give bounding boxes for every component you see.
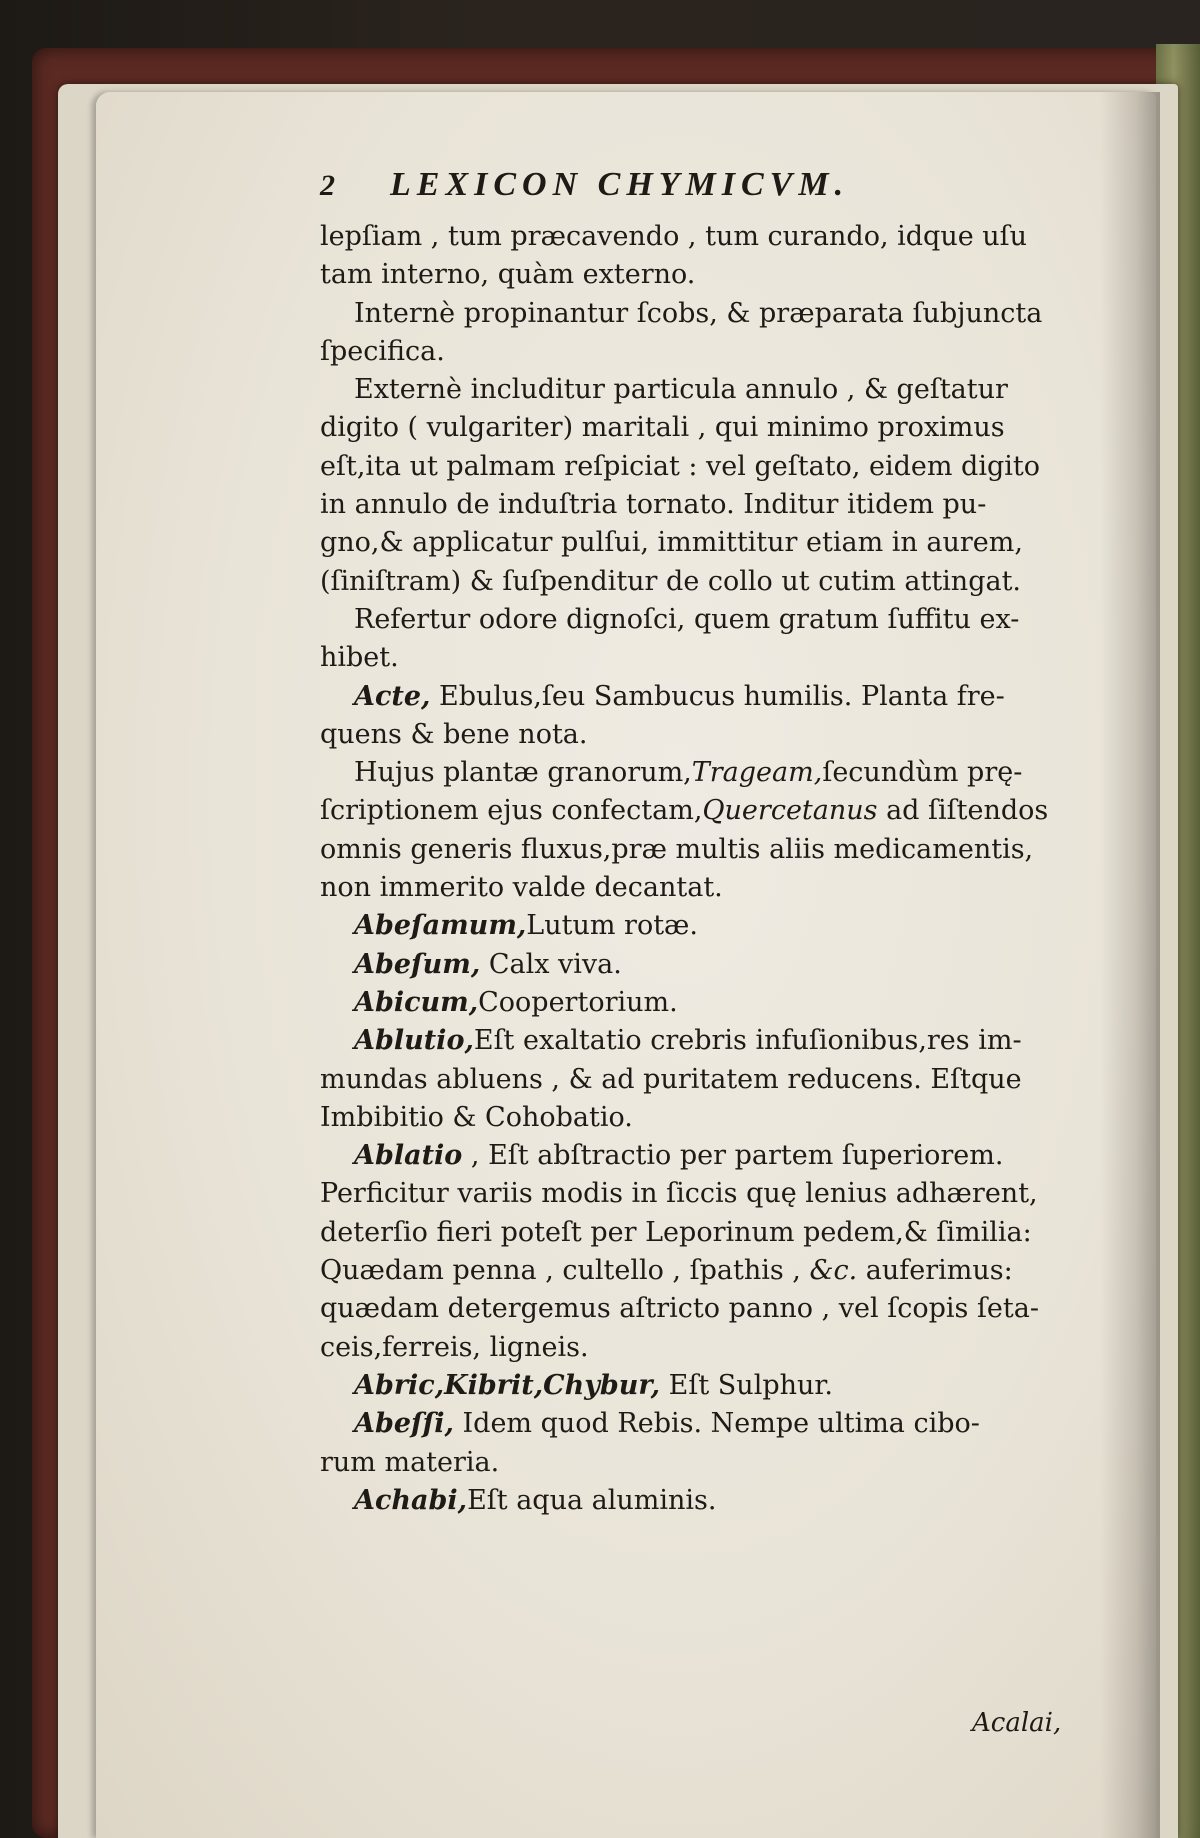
line-text-rest: auferimus: <box>857 1255 1013 1287</box>
text-line <box>320 1252 1110 1290</box>
line-text: Hujus plantæ granorum, <box>354 757 692 789</box>
lexicon-term: Acte, <box>354 680 431 712</box>
running-title: LEXICON CHYMICVM. <box>390 166 850 203</box>
line-text: Imbibitio & Cohobatio. <box>320 1101 633 1133</box>
line-text: Refertur odore dignoſci, quem gratum ſuffitu ex- <box>354 603 1020 635</box>
text-line <box>320 754 1110 792</box>
text-line <box>320 1444 1110 1482</box>
text-line <box>320 639 1110 677</box>
line-text: Ebulus,ſeu Sambucus humilis. Planta fre- <box>430 680 1005 712</box>
text-line <box>320 792 1110 830</box>
lexicon-term: Achabi, <box>354 1484 468 1516</box>
lexicon-term: Ablatio <box>354 1140 463 1172</box>
line-text: Lutum rotæ. <box>526 910 699 942</box>
lexicon-term: Abicum, <box>354 986 479 1018</box>
text-line <box>320 409 1110 447</box>
line-text: in annulo de induſtria tornato. Inditur itidem pu- <box>320 489 987 521</box>
line-text: eſt,ita ut palmam reſpiciat : vel geſtato, eidem digito <box>320 450 1040 482</box>
italic-name: Trageam, <box>691 757 823 789</box>
line-text: mundas abluens , & ad puritatem reducens. Eſtque <box>320 1063 1022 1095</box>
lexicon-term: Abeſſi, <box>354 1408 454 1440</box>
italic-name: &c. <box>809 1255 858 1287</box>
text-line <box>320 1405 1110 1443</box>
text-line <box>320 563 1110 601</box>
line-text: omnis generis fluxus,præ multis aliis medicamentis, <box>320 833 1034 865</box>
page-number: 2 <box>320 169 335 202</box>
text-line <box>320 295 1110 333</box>
line-text: , Eſt abſtractio per partem ſuperiorem. <box>462 1140 1004 1172</box>
line-text-rest: ſecundùm prę- <box>822 757 1023 789</box>
line-text: (ſiniſtram) & ſuſpenditur de collo ut cutim attingat. <box>320 565 1022 597</box>
text-line <box>320 371 1110 409</box>
line-text: Eſt aqua aluminis. <box>467 1484 717 1516</box>
line-text: ſpecifica. <box>320 335 445 367</box>
line-text: lepſiam , tum præcavendo , tum curando, idque uſu <box>320 221 1028 252</box>
line-text: Internè propinantur ſcobs, & præparata ſubjuncta <box>354 297 1043 329</box>
line-text: gno,& applicatur pulſui, immittitur etiam in aurem, <box>320 527 1023 559</box>
line-text: Perficitur variis modis in ſiccis quę lenius adhærent, <box>320 1178 1038 1210</box>
line-text: Coopertorium. <box>478 986 678 1018</box>
text-line <box>320 1214 1110 1252</box>
text-line <box>320 678 1110 716</box>
line-text-rest: ad ſiſtendos <box>877 795 1049 827</box>
text-line <box>320 524 1110 562</box>
line-text: Idem quod Rebis. Nempe ultima cibo- <box>453 1408 980 1440</box>
italic-name: Quercetanus <box>702 795 878 827</box>
lexicon-term: Ablutio, <box>354 1025 474 1057</box>
text-line <box>320 1099 1110 1137</box>
line-text: Externè includitur particula annulo , & geſtatur <box>354 374 1008 406</box>
line-text: Calx viva. <box>480 948 622 980</box>
text-line <box>320 1061 1110 1099</box>
lexicon-term: Abric,Kibrit,Chybur, <box>354 1369 661 1401</box>
line-text: hibet. <box>320 642 399 674</box>
text-line <box>320 256 1110 294</box>
lexicon-term: Abeſamum, <box>354 910 527 942</box>
line-text: tam interno, quàm externo. <box>320 259 696 291</box>
line-text: quens & bene nota. <box>320 718 588 750</box>
text-line <box>320 1329 1110 1367</box>
text-line <box>320 333 1110 371</box>
text-line <box>320 1175 1110 1213</box>
line-text: quædam detergemus aſtricto panno , vel ſcopis ſeta- <box>320 1293 1039 1325</box>
line-text: ſcriptionem ejus confectam, <box>320 795 703 827</box>
text-line <box>320 907 1110 945</box>
text-line <box>320 1137 1110 1175</box>
text-line <box>320 1022 1110 1060</box>
text-line <box>320 946 1110 984</box>
lexicon-term: Abeſum, <box>354 948 481 980</box>
line-text: non immerito valde decantat. <box>320 872 723 904</box>
line-text: rum materia. <box>320 1446 500 1478</box>
text-line <box>320 831 1110 869</box>
line-text: digito ( vulgariter) maritali , qui minimo proximus <box>320 412 1005 444</box>
text-line <box>320 1290 1110 1328</box>
line-text: Eſt Sulphur. <box>660 1369 833 1401</box>
text-line <box>320 486 1110 524</box>
text-line <box>320 1482 1110 1520</box>
page-text <box>320 166 1110 1520</box>
catchword: Acalai, <box>972 1708 1062 1738</box>
text-lines <box>320 218 1110 1520</box>
running-head <box>320 166 1110 218</box>
text-line <box>320 218 1110 256</box>
text-line <box>320 716 1110 754</box>
line-text: ceis,ferreis, ligneis. <box>320 1331 589 1363</box>
text-line <box>320 448 1110 486</box>
line-text: deterſio fieri poteſt per Leporinum pedem,& ſimilia: <box>320 1216 1032 1248</box>
text-line <box>320 984 1110 1022</box>
text-line <box>320 869 1110 907</box>
text-line <box>320 601 1110 639</box>
line-text: Eſt exaltatio crebris infuſionibus,res im- <box>473 1025 1022 1057</box>
line-text: Quædam penna , cultello , ſpathis , <box>320 1255 810 1287</box>
text-line <box>320 1367 1110 1405</box>
